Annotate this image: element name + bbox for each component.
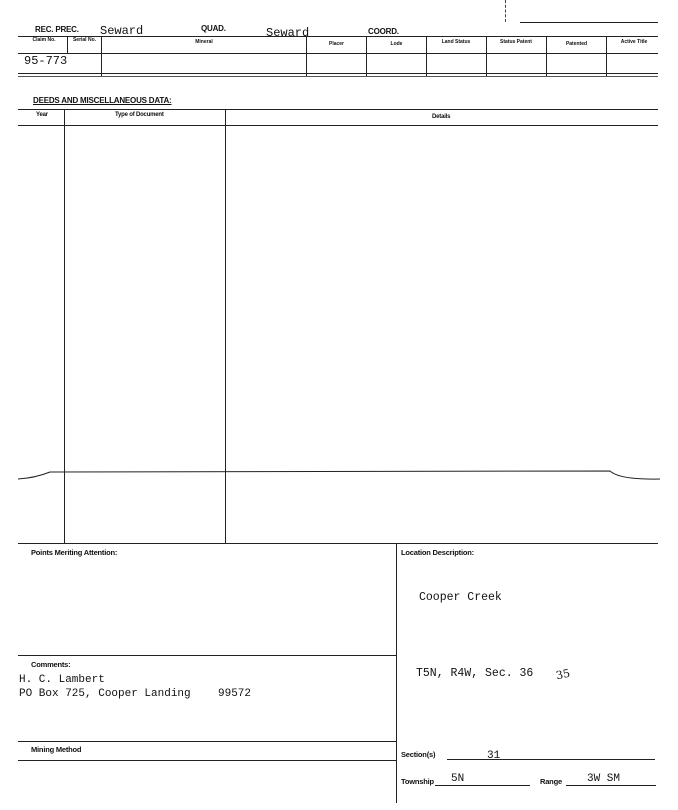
col-claim-no: Claim No. [32, 37, 56, 43]
section-underline [447, 759, 655, 760]
location-handwritten: 35 [554, 666, 572, 683]
header-rule-right [520, 22, 658, 23]
quad-label: QUAD. [201, 24, 226, 33]
township-value: 5N [451, 773, 465, 785]
fold-crease [0, 466, 678, 490]
mining-top-rule [18, 741, 396, 742]
location-line1: Cooper Creek [419, 591, 502, 604]
col-placer: Placer [328, 41, 344, 47]
col-divider-patented [606, 36, 607, 76]
col-mineral: Mineral [195, 39, 213, 45]
deeds-header-rule [18, 125, 658, 126]
table-bottom-rule [18, 73, 658, 74]
comments-top-rule [18, 655, 396, 656]
deeds-top-rule [18, 109, 658, 110]
col-status-patent: Status Patent [500, 39, 532, 45]
col-patented: Patented [565, 41, 588, 47]
col-divider-lode [426, 36, 427, 76]
deeds-col-type: Type of Document [115, 112, 164, 118]
table-top-rule [18, 36, 658, 37]
deeds-title: DEEDS AND MISCELLANEOUS DATA: [33, 96, 172, 105]
rec-prec-value: Seward [100, 24, 144, 38]
section-value: 31 [487, 750, 501, 762]
points-meriting-label: Points Meriting Attention: [31, 548, 118, 557]
quad-value: Seward [266, 26, 310, 40]
rec-prec-label: REC. PREC. [35, 25, 79, 34]
deeds-col-details: Details [432, 114, 451, 120]
col-divider-land [486, 36, 487, 76]
comments-zip: 99572 [218, 688, 252, 700]
location-label: Location Description: [401, 548, 474, 557]
section-label: Section(s) [401, 750, 436, 759]
col-land-status: Land Status [441, 39, 471, 45]
township-label: Township [401, 777, 434, 786]
range-label: Range [540, 777, 562, 786]
claim-no-value: 95-773 [24, 54, 68, 68]
table-header-rule [18, 53, 658, 54]
col-serial-no: Serial No. [72, 37, 97, 43]
table-bottom-rule-2 [18, 76, 658, 77]
mining-bottom-rule [18, 760, 396, 761]
coord-label: COORD. [368, 27, 399, 36]
col-lode: Lode [390, 41, 403, 47]
location-line2: T5N, R4W, Sec. 36 [416, 667, 534, 680]
range-value: 3W SM [587, 773, 621, 785]
township-underline [435, 785, 530, 786]
lower-divider [396, 543, 397, 803]
fold-mark [505, 0, 506, 22]
comments-line1: H. C. Lambert [19, 674, 105, 686]
mining-method-label: Mining Method [31, 745, 82, 754]
comments-label: Comments: [31, 660, 71, 669]
deeds-bottom-rule [18, 543, 658, 544]
deeds-col-year: Year [36, 112, 48, 118]
col-active-title: Active Title [620, 39, 648, 45]
range-underline [566, 785, 656, 786]
comments-line2: PO Box 725, Cooper Landing [19, 688, 191, 700]
